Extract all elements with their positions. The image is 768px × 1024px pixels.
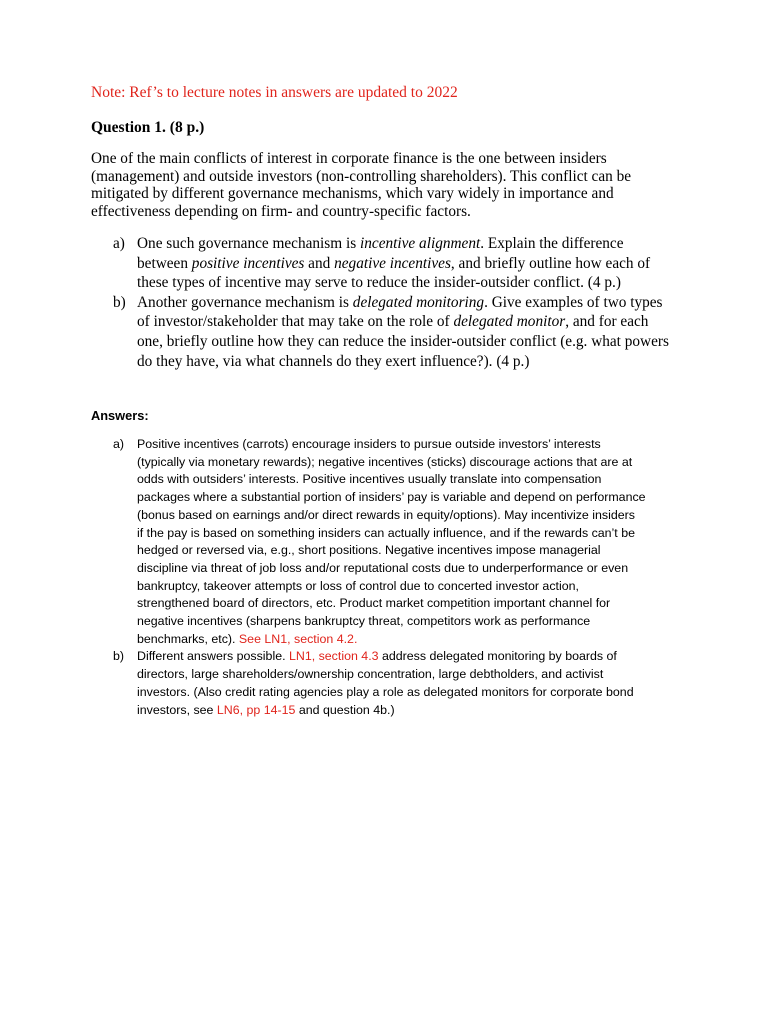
answer-part-a — [91, 436, 691, 648]
intro-line: (management) and outside investors (non-controlling shareholders). This conflict can be — [91, 167, 632, 185]
text-line: if the pay is based on something insiders can actually influence, and if the rewards can’t be — [137, 525, 635, 540]
text-line: investors, see LN6, pp 14-15 and question 4b.) — [137, 702, 395, 717]
answers-list — [91, 436, 691, 719]
text-line: Another governance mechanism is delegated monitoring. Give examples of two types — [137, 293, 663, 311]
lecture-note-reference: See LN1, section 4.2. — [238, 631, 358, 646]
text-line: discipline via threat of job loss and/or reputational costs due to underperformance or even — [137, 560, 629, 575]
text-line: these types of incentive may serve to reduce the insider-outsider conflict. (4 p.) — [137, 274, 621, 292]
list-marker: a) — [113, 437, 125, 451]
text-line: investors. (Also credit rating agencies play a role as delegated monitors for corporate bond — [137, 684, 634, 699]
text-line: one, briefly outline how they can reduce the insider-outsider conflict (e.g. what powers — [137, 332, 669, 350]
emphasis-term: incentive alignment — [360, 235, 481, 252]
lecture-note-reference: LN1, section 4.3 — [288, 649, 379, 664]
answers-heading: Answers: — [91, 408, 149, 423]
question-subparts — [91, 234, 691, 371]
emphasis-term: positive incentives — [191, 254, 305, 272]
text-line: One such governance mechanism is incentive alignment. Explain the difference — [137, 235, 624, 252]
question-intro — [91, 150, 651, 220]
list-marker: b) — [113, 293, 126, 311]
text-line: (bonus based on earnings and/or direct rewards in equity/options). May incentivize insiders — [137, 507, 635, 522]
text-line: negative incentives (sharpens bankruptcy threat, competitors work as performance — [137, 614, 591, 629]
intro-line: One of the main conflicts of interest in corporate finance is the one between insiders — [91, 150, 607, 167]
text-line: bankruptcy, takeover attempts or loss of control due to concerted investor action, — [137, 578, 579, 593]
question-title: Question 1. (8 p.) — [91, 119, 205, 136]
text-line: directors, large shareholders/ownership concentration, large debtholders, and activist — [137, 667, 604, 682]
question-part-b — [91, 293, 691, 371]
emphasis-term: negative incentives — [334, 254, 451, 272]
text-line: benchmarks, etc). See LN1, section 4.2. — [137, 631, 358, 646]
text-line: strengthened board of directors, etc. Product market competition important channel for — [137, 596, 611, 611]
intro-line: mitigated by different governance mechanisms, which vary widely in importance and — [91, 185, 614, 203]
list-marker: b) — [113, 649, 125, 664]
emphasis-term: delegated monitor — [453, 313, 566, 331]
text-line: Positive incentives (carrots) encourage insiders to pursue outside investors’ interests — [137, 437, 601, 451]
text-line: packages where a substantial portion of insiders’ pay is variable and depend on performance — [137, 490, 646, 505]
text-line: do they have, via what channels do they exert influence?). (4 p.) — [137, 352, 530, 370]
text-line: Different answers possible. LN1, section 4.3 address delegated monitoring by boards of — [137, 649, 617, 664]
text-line: of investor/stakeholder that may take on the role of delegated monitor, and for each — [137, 313, 649, 331]
emphasis-term: delegated monitoring — [352, 293, 485, 311]
text-line: hedged or reversed via, e.g., short positions. Negative incentives impose managerial — [137, 543, 601, 558]
update-note: Note: Ref’s to lecture notes in answers are updated to 2022 — [91, 84, 458, 101]
text-line: odds with outsiders’ interests. Positive incentives usually translate into compensation — [137, 472, 602, 487]
list-marker: a) — [113, 235, 125, 252]
question-part-a — [91, 234, 691, 293]
intro-line: effectiveness depending on firm- and country-specific factors. — [91, 202, 471, 220]
text-line: (typically via monetary rewards); negative incentives (sticks) discourage actions that are at — [137, 454, 633, 469]
lecture-note-reference: LN6, pp 14-15 — [216, 702, 296, 717]
answer-part-b — [91, 648, 691, 719]
text-line: between positive incentives and negative incentives, and briefly outline how each of — [137, 254, 651, 272]
